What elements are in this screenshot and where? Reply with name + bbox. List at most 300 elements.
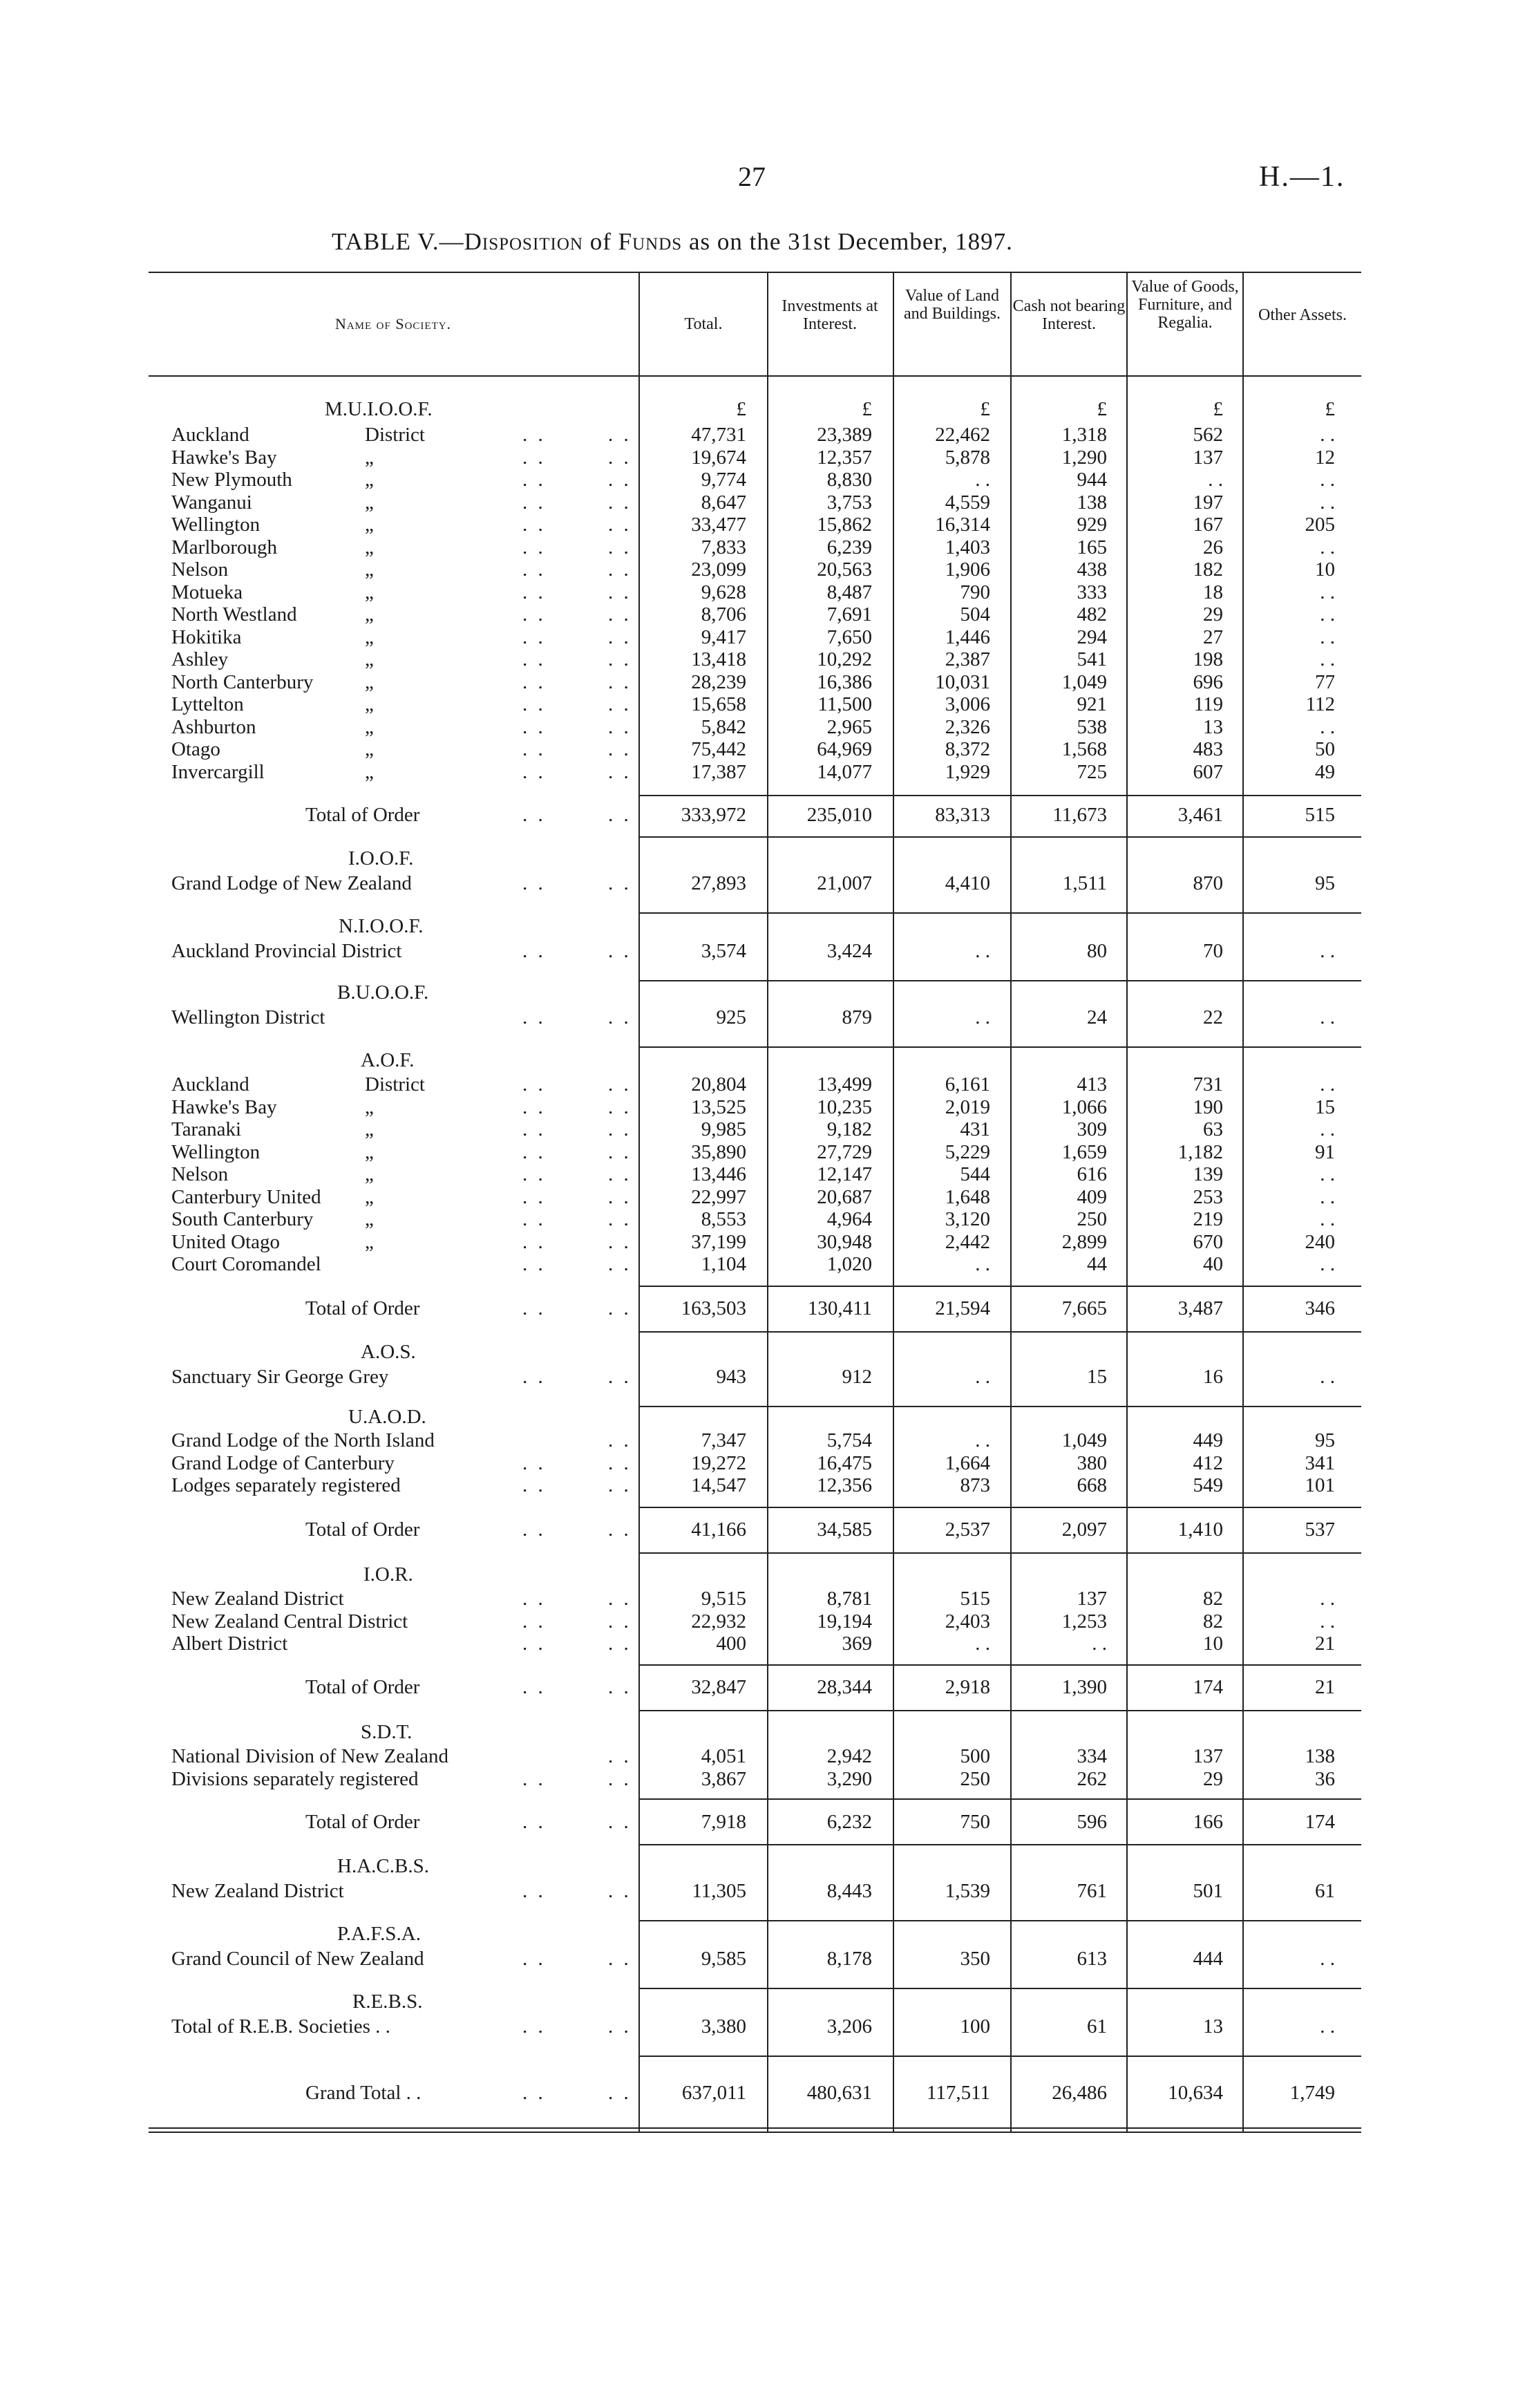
cell-value: 30,948	[817, 1230, 872, 1253]
leader-dots: . .	[522, 760, 546, 783]
table-row	[0, 1811, 1534, 1833]
cell-value: 1,664	[945, 1451, 990, 1474]
leader-dots: . .	[522, 2082, 546, 2104]
leader-dots: . .	[608, 1185, 632, 1208]
cell-value: 515	[1305, 804, 1335, 826]
title-mid: of	[583, 228, 618, 255]
leader-dots: . .	[608, 760, 632, 783]
society-name: Nelson	[171, 558, 229, 581]
cell-value: 182	[1193, 558, 1223, 581]
society-name: New Zealand District	[171, 1588, 344, 1610]
society-suffix: District	[365, 1073, 425, 1095]
cell-value: 12,147	[817, 1163, 872, 1185]
cell-value: 921	[1077, 693, 1107, 715]
leader-dots: . .	[608, 469, 632, 491]
cell-value: 70	[1203, 940, 1223, 962]
group-rule	[640, 1507, 1361, 1508]
leader-dots: . .	[608, 1208, 632, 1230]
cell-value: 3,867	[701, 1767, 746, 1790]
society-name: Hokitika	[171, 625, 242, 648]
cell-value: 9,585	[701, 1948, 746, 1970]
cell-value: 515	[960, 1588, 990, 1610]
society-suffix: „	[365, 738, 374, 760]
cell-value: 250	[960, 1767, 990, 1790]
table-row	[0, 648, 1534, 670]
leader-dots: . .	[608, 738, 632, 760]
leader-dots: . .	[522, 1676, 546, 1698]
cell-value: 4,410	[945, 872, 990, 894]
cell-value: 10	[1315, 558, 1335, 581]
table-row	[0, 1588, 1534, 1610]
leader-dots: . .	[522, 1610, 546, 1633]
cell-value: 10	[1203, 1633, 1223, 1655]
group-rule	[640, 1920, 1361, 1921]
table-row	[0, 1452, 1534, 1474]
cell-value: 100	[960, 2015, 990, 2038]
cell-value: 37,199	[691, 1230, 746, 1253]
cell-value: 240	[1305, 1230, 1335, 1253]
leader-dots: . .	[522, 424, 546, 446]
cell-value: 879	[842, 1006, 872, 1028]
leader-dots: . .	[608, 872, 632, 894]
table-row	[0, 671, 1534, 693]
leader-dots: . .	[522, 625, 546, 648]
cell-value: 137	[1193, 1745, 1223, 1767]
cell-value: 1,403	[945, 536, 990, 558]
table-row	[0, 1118, 1534, 1140]
cell-value: . .	[975, 1006, 990, 1028]
cell-value: . .	[1320, 1006, 1335, 1028]
title-caps: Disposition	[464, 228, 583, 255]
cell-value: 2,326	[945, 715, 990, 738]
leader-dots: . .	[608, 1451, 632, 1474]
cell-value: . .	[1320, 1366, 1335, 1388]
table-row	[0, 1366, 1534, 1388]
cell-value: 137	[1193, 446, 1223, 469]
currency-symbol: £	[862, 398, 872, 420]
table-row	[0, 940, 1534, 962]
society-name: Grand Lodge of New Zealand	[171, 872, 412, 894]
table-row	[0, 761, 1534, 783]
cell-value: 47,731	[691, 424, 746, 446]
leader-dots: . .	[522, 1474, 546, 1496]
table-row	[0, 626, 1534, 648]
cell-value: 8,487	[826, 581, 872, 603]
society-name: Wellington District	[171, 1006, 325, 1028]
leader-dots: . .	[608, 446, 632, 469]
cell-value: 613	[1077, 1948, 1107, 1970]
leader-dots: . .	[522, 1185, 546, 1208]
cell-value: 1,648	[945, 1185, 990, 1208]
cell-value: 3,206	[826, 2015, 872, 2038]
cell-value: 7,665	[1061, 1297, 1107, 1319]
leader-dots: . .	[608, 1767, 632, 1790]
cell-value: 205	[1305, 514, 1335, 536]
cell-value: . .	[1320, 1073, 1335, 1095]
society-suffix: „	[365, 1118, 374, 1140]
society-name: New Zealand Central District	[171, 1610, 408, 1633]
cell-value: 262	[1077, 1767, 1107, 1790]
title-caps2: Funds	[618, 228, 683, 255]
cell-value: . .	[975, 1429, 990, 1451]
cell-value: 21,007	[817, 872, 872, 894]
header-investments: Investments at Interest.	[782, 297, 878, 333]
cell-value: 6,239	[826, 536, 872, 558]
table-row	[0, 716, 1534, 738]
cell-value: 82	[1203, 1588, 1223, 1610]
leader-dots: . .	[608, 1588, 632, 1610]
cell-value: 1,446	[945, 625, 990, 648]
cell-value: 3,290	[826, 1767, 872, 1790]
cell-value: 504	[960, 603, 990, 625]
cell-value: 10,031	[935, 670, 990, 693]
cell-value: 1,539	[945, 1880, 990, 1902]
cell-value: 64,969	[817, 738, 872, 760]
society-name: Grand Council of New Zealand	[171, 1948, 424, 1970]
table-row	[0, 1208, 1534, 1230]
leader-dots: . .	[608, 514, 632, 536]
cell-value: 544	[960, 1163, 990, 1185]
leader-dots: . .	[522, 693, 546, 715]
group-rule	[640, 1710, 1361, 1711]
cell-value: 5,229	[945, 1140, 990, 1163]
society-suffix: „	[365, 536, 374, 558]
leader-dots: . .	[608, 1253, 632, 1275]
header-land: Value of Land and Buildings.	[903, 287, 1001, 323]
cell-value: . .	[1320, 1588, 1335, 1610]
cell-value: 696	[1193, 670, 1223, 693]
cell-value: 20,563	[817, 558, 872, 581]
cell-value: 3,424	[826, 940, 872, 962]
cell-value: 19,194	[817, 1610, 872, 1633]
cell-value: 537	[1305, 1518, 1335, 1541]
cell-value: 21	[1315, 1676, 1335, 1698]
table-row	[0, 2082, 1534, 2104]
cell-value: 444	[1193, 1948, 1223, 1970]
cell-value: 5,878	[945, 446, 990, 469]
cell-value: 350	[960, 1948, 990, 1970]
table-row	[0, 1745, 1534, 1767]
leader-dots: . .	[522, 603, 546, 625]
leader-dots: . .	[522, 1253, 546, 1275]
cell-value: 77	[1315, 670, 1335, 693]
group-heading: S.D.T.	[361, 1721, 413, 1743]
cell-value: 24	[1087, 1006, 1107, 1028]
cell-value: 112	[1305, 693, 1335, 715]
cell-value: 15,862	[817, 514, 872, 536]
cell-value: 219	[1193, 1208, 1223, 1230]
table-row	[0, 693, 1534, 715]
group-heading: A.O.S.	[361, 1341, 416, 1363]
table-row	[0, 1768, 1534, 1790]
cell-value: 7,650	[826, 625, 872, 648]
society-name: Divisions separately registered	[171, 1767, 419, 1790]
cell-value: 925	[716, 1006, 746, 1028]
leader-dots: . .	[608, 536, 632, 558]
society-name: North Canterbury	[171, 670, 314, 693]
table-row	[0, 1948, 1534, 1970]
society-name: Invercargill	[171, 760, 265, 783]
leader-dots: . .	[608, 2082, 632, 2104]
cell-value: . .	[975, 1253, 990, 1275]
cell-value: 22,997	[691, 1185, 746, 1208]
cell-value: 49	[1315, 760, 1335, 783]
cell-value: 668	[1077, 1474, 1107, 1496]
leader-dots: . .	[522, 940, 546, 962]
leader-dots: . .	[608, 581, 632, 603]
group-rule	[640, 1406, 1361, 1407]
cell-value: 670	[1193, 1230, 1223, 1253]
cell-value: 34,585	[817, 1518, 872, 1541]
leader-dots: . .	[522, 491, 546, 514]
group-heading: I.O.R.	[363, 1563, 413, 1586]
cell-value: 2,918	[945, 1676, 990, 1698]
leader-dots: . .	[608, 1811, 632, 1833]
society-suffix: „	[365, 514, 374, 536]
cell-value: 91	[1315, 1140, 1335, 1163]
leader-dots: . .	[522, 1588, 546, 1610]
cell-value: . .	[1320, 940, 1335, 962]
society-suffix: „	[365, 760, 374, 783]
cell-value: 27	[1203, 625, 1223, 648]
cell-value: 13,446	[691, 1163, 746, 1185]
cell-value: . .	[1320, 581, 1335, 603]
cell-value: 6,232	[826, 1811, 872, 1833]
cell-value: 36	[1315, 1767, 1335, 1790]
society-name: Marlborough	[171, 536, 278, 558]
society-suffix: „	[365, 603, 374, 625]
cell-value: 9,774	[701, 469, 746, 491]
cell-value: . .	[1320, 603, 1335, 625]
leader-dots: . .	[522, 558, 546, 581]
cell-value: 6,161	[945, 1073, 990, 1095]
cell-value: 750	[960, 1811, 990, 1833]
cell-value: 197	[1193, 491, 1223, 514]
cell-value: 190	[1193, 1095, 1223, 1118]
group-heading: U.A.O.D.	[348, 1406, 426, 1428]
leader-dots: . .	[522, 804, 546, 826]
group-rule	[640, 1286, 1361, 1287]
cell-value: 15	[1315, 1095, 1335, 1118]
table-row	[0, 1253, 1534, 1275]
leader-dots: . .	[608, 1745, 632, 1767]
header-name: Name of Society.	[334, 315, 452, 332]
leader-dots: . .	[522, 1518, 546, 1541]
cell-value: 28,239	[691, 670, 746, 693]
cell-value: 13,418	[691, 648, 746, 670]
cell-value: 250	[1077, 1208, 1107, 1230]
cell-value: 11,673	[1052, 804, 1107, 826]
cell-value: 7,833	[701, 536, 746, 558]
leader-dots: . .	[522, 738, 546, 760]
leader-dots: . .	[608, 424, 632, 446]
cell-value: 380	[1077, 1451, 1107, 1474]
cell-value: 480,631	[806, 2082, 872, 2104]
cell-value: 23,389	[817, 424, 872, 446]
leader-dots: . .	[608, 1880, 632, 1902]
society-suffix: „	[365, 693, 374, 715]
cell-value: 4,964	[826, 1208, 872, 1230]
leader-dots: . .	[608, 1366, 632, 1388]
leader-dots: . .	[608, 1163, 632, 1185]
cell-value: 1,104	[701, 1253, 746, 1275]
society-name: Auckland	[171, 424, 249, 446]
leader-dots: . .	[608, 1095, 632, 1118]
cell-value: 346	[1305, 1297, 1335, 1319]
cell-value: 13,499	[817, 1073, 872, 1095]
leader-dots: . .	[608, 603, 632, 625]
cell-value: 20,804	[691, 1073, 746, 1095]
cell-value: . .	[1320, 491, 1335, 514]
cell-value: 1,020	[826, 1253, 872, 1275]
table-row	[0, 1163, 1534, 1185]
cell-value: 130,411	[807, 1297, 872, 1319]
header-goods: Value of Goods, Furniture, and Regalia.	[1131, 278, 1239, 332]
cell-value: 1,182	[1177, 1140, 1223, 1163]
cell-value: 15,658	[691, 693, 746, 715]
currency-symbol: £	[1213, 398, 1223, 420]
cell-value: 174	[1305, 1811, 1335, 1833]
group-heading: R.E.B.S.	[352, 1991, 423, 2013]
cell-value: 40	[1203, 1253, 1223, 1275]
table-row	[0, 558, 1534, 581]
leader-dots: . .	[522, 1811, 546, 1833]
group-heading: N.I.O.O.F.	[339, 915, 424, 937]
cell-value: 943	[716, 1366, 746, 1388]
cell-value: 1,410	[1177, 1518, 1223, 1541]
cell-value: 369	[842, 1633, 872, 1655]
cell-value: . .	[975, 1633, 990, 1655]
cell-value: 75,442	[691, 738, 746, 760]
leader-dots: . .	[522, 1230, 546, 1253]
society-suffix: „	[365, 625, 374, 648]
cell-value: 174	[1193, 1676, 1223, 1698]
cell-value: 119	[1193, 693, 1223, 715]
header-total: Total.	[684, 315, 723, 333]
cell-value: 501	[1193, 1880, 1223, 1902]
table-row	[0, 446, 1534, 469]
leader-dots: . .	[522, 1006, 546, 1028]
group-rule	[640, 912, 1361, 914]
cell-value: 1,511	[1062, 872, 1107, 894]
society-name: Canterbury United	[171, 1185, 321, 1208]
table-row	[0, 1633, 1534, 1655]
society-suffix: „	[365, 1163, 374, 1185]
society-name: Motueka	[171, 581, 243, 603]
table-row	[0, 536, 1534, 558]
table-row	[0, 1186, 1534, 1208]
cell-value: 929	[1077, 514, 1107, 536]
cell-value: 7,918	[701, 1811, 746, 1833]
cell-value: 1,659	[1061, 1140, 1107, 1163]
cell-value: . .	[1320, 648, 1335, 670]
cell-value: 26,486	[1052, 2082, 1107, 2104]
society-name: Lodges separately registered	[171, 1474, 401, 1496]
leader-dots: . .	[608, 558, 632, 581]
cell-value: 334	[1077, 1745, 1107, 1767]
leader-dots: . .	[522, 1073, 546, 1095]
cell-value: 309	[1077, 1118, 1107, 1140]
cell-value: . .	[1320, 1948, 1335, 1970]
leader-dots: . .	[522, 670, 546, 693]
society-name: Taranaki	[171, 1118, 242, 1140]
cell-value: . .	[1320, 1610, 1335, 1633]
cell-value: . .	[975, 1366, 990, 1388]
cell-value: . .	[1320, 424, 1335, 446]
leader-dots: . .	[522, 581, 546, 603]
leader-dots: . .	[522, 2015, 546, 2038]
cell-value: 41,166	[691, 1518, 746, 1541]
society-name: Wanganui	[171, 491, 252, 514]
cell-value: 3,006	[945, 693, 990, 715]
cell-value: 8,553	[701, 1208, 746, 1230]
cell-value: 29	[1203, 1767, 1223, 1790]
cell-value: 431	[960, 1118, 990, 1140]
table-row	[0, 581, 1534, 603]
leader-dots: . .	[522, 872, 546, 894]
cell-value: 483	[1193, 738, 1223, 760]
cell-value: 912	[842, 1366, 872, 1388]
cell-value: 95	[1315, 1429, 1335, 1451]
cell-value: 333	[1077, 581, 1107, 603]
table-row	[0, 1429, 1534, 1451]
cell-value: 22,932	[691, 1610, 746, 1633]
cell-value: 294	[1077, 625, 1107, 648]
cell-value: 2,403	[945, 1610, 990, 1633]
currency-symbol: £	[1097, 398, 1107, 420]
cell-value: 18	[1203, 581, 1223, 603]
group-heading: I.O.O.F.	[348, 847, 414, 869]
society-name: Total of R.E.B. Societies . .	[171, 2015, 390, 2038]
currency-row	[0, 398, 1534, 420]
table-row	[0, 1141, 1534, 1163]
row-label: Total of Order	[305, 1811, 420, 1833]
row-label: Total of Order	[305, 804, 420, 826]
cell-value: 137	[1077, 1588, 1107, 1610]
cell-value: 13	[1203, 2015, 1223, 2038]
group-rule	[640, 1331, 1361, 1333]
cell-value: 16,386	[817, 670, 872, 693]
leader-dots: . .	[608, 1297, 632, 1319]
cell-value: . .	[1320, 536, 1335, 558]
cell-value: 3,574	[701, 940, 746, 962]
group-rule	[640, 1552, 1361, 1554]
society-suffix: „	[365, 491, 374, 514]
leader-dots: . .	[608, 1073, 632, 1095]
cell-value: 8,178	[826, 1948, 872, 1970]
table-row	[0, 469, 1534, 491]
cell-value: 235,010	[806, 804, 872, 826]
currency-symbol: £	[1325, 398, 1335, 420]
cell-value: 14,547	[691, 1474, 746, 1496]
cell-value: 9,515	[701, 1588, 746, 1610]
society-name: Auckland	[171, 1073, 249, 1095]
cell-value: 11,305	[692, 1880, 746, 1902]
cell-value: 400	[716, 1633, 746, 1655]
group-heading: A.O.F.	[361, 1049, 415, 1071]
society-name: National Division of New Zealand	[171, 1745, 449, 1767]
leader-dots: . .	[522, 536, 546, 558]
leader-dots: . .	[608, 1610, 632, 1633]
cell-value: 27,729	[817, 1140, 872, 1163]
leader-dots: . .	[522, 1208, 546, 1230]
cell-value: 2,019	[945, 1095, 990, 1118]
leader-dots: . .	[522, 1880, 546, 1902]
cell-value: 95	[1315, 872, 1335, 894]
cell-value: 33,477	[691, 514, 746, 536]
cell-value: 725	[1077, 760, 1107, 783]
cell-value: 562	[1193, 424, 1223, 446]
